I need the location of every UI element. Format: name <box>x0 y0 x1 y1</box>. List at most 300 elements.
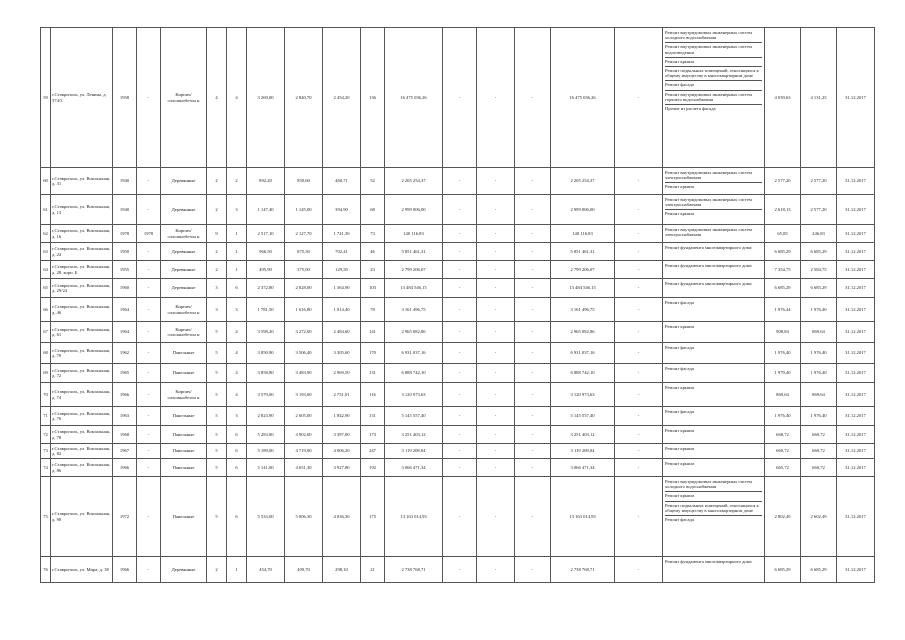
cost-other-cell: - <box>615 279 663 298</box>
completion-date-cell: 31.12.2017 <box>837 168 875 195</box>
work-item: Ремонт крыши <box>665 492 762 501</box>
max-cost-cell: 246,83 <box>801 225 837 243</box>
cost-municipal-cell: - <box>515 477 551 557</box>
table-row <box>41 477 875 557</box>
cost-federal-cell: - <box>443 426 477 444</box>
max-cost-cell: 4 131,25 <box>801 28 837 168</box>
reconstruction-year-cell: - <box>137 261 161 279</box>
completion-date-cell: 31.12.2017 <box>837 459 875 477</box>
row-number-cell: 75 <box>41 477 51 557</box>
cost-municipal-cell: - <box>515 459 551 477</box>
private-area-cell: 1 014,40 <box>323 298 361 322</box>
completion-date-cell: 31.12.2017 <box>837 407 875 426</box>
work-types-cell <box>663 298 765 322</box>
wall-material-cell: Кирпич/ сплошнобетон н <box>161 383 207 407</box>
cost-regional-cell: - <box>477 459 515 477</box>
floors-cell: 5 <box>207 364 227 383</box>
row-number-cell: 68 <box>41 343 51 364</box>
living-area-cell: 3 193,00 <box>285 383 323 407</box>
total-area-cell: 5 283,00 <box>247 426 285 444</box>
floors-cell: 9 <box>207 225 227 243</box>
row-number-cell: 71 <box>41 407 51 426</box>
completion-date-cell: 31.12.2017 <box>837 477 875 557</box>
entrances-cell: 1 <box>227 261 247 279</box>
address-cell: г.Ставрополь, ул. Вокзальная, д. 28, корп. Б <box>51 261 113 279</box>
cost-municipal-cell: - <box>515 279 551 298</box>
table-row <box>41 444 875 459</box>
reconstruction-year-cell: - <box>137 407 161 426</box>
max-cost-cell: 6 685,29 <box>801 557 837 583</box>
completion-date-cell: 31.12.2017 <box>837 426 875 444</box>
work-item: Ремонт крыши <box>665 211 694 217</box>
max-cost-cell: 869,64 <box>801 383 837 407</box>
table-row <box>41 407 875 426</box>
cost-other-cell: - <box>615 243 663 261</box>
row-number-cell: 61 <box>41 195 51 225</box>
living-area-cell: 4 719,00 <box>285 444 323 459</box>
cost-federal-cell: - <box>443 383 477 407</box>
cost-owners-cell: 5 145 557,40 <box>551 407 615 426</box>
completion-date-cell: 31.12.2017 <box>837 225 875 243</box>
floors-cell: 5 <box>207 426 227 444</box>
living-area-cell: 2 028,00 <box>285 279 323 298</box>
specific-cost-cell: 6 685,29 <box>765 557 801 583</box>
cost-municipal-cell: - <box>515 444 551 459</box>
cost-other-cell: - <box>615 322 663 343</box>
cost-regional-cell: - <box>477 407 515 426</box>
cost-other-cell: - <box>615 459 663 477</box>
work-types-cell <box>663 557 765 583</box>
total-cost-cell: 5 145 557,40 <box>385 407 443 426</box>
max-cost-cell: 869,64 <box>801 322 837 343</box>
wall-material-cell: Панельные <box>161 444 207 459</box>
floors-cell: 5 <box>207 322 227 343</box>
work-item: Ремонт внутридомовых инженерных систем холодного водоснабжения <box>665 29 762 43</box>
table-row <box>41 298 875 322</box>
wall-material-cell: Деревянные <box>161 261 207 279</box>
work-types-cell <box>663 243 765 261</box>
total-cost-cell: 2 738 768,71 <box>385 557 443 583</box>
cost-federal-cell: - <box>443 168 477 195</box>
table-row <box>41 195 875 225</box>
completion-date-cell: 31.12.2017 <box>837 298 875 322</box>
cost-federal-cell: - <box>443 364 477 383</box>
cost-federal-cell: - <box>443 343 477 364</box>
cost-other-cell: - <box>615 298 663 322</box>
row-number-cell: 60 <box>41 168 51 195</box>
work-types-cell <box>663 459 765 477</box>
table-row <box>41 343 875 364</box>
entrances-cell: 6 <box>227 477 247 557</box>
private-area-cell: 394,90 <box>323 195 361 225</box>
work-types-cell <box>663 279 765 298</box>
residents-cell: 136 <box>361 28 385 168</box>
cost-municipal-cell: - <box>515 407 551 426</box>
cost-owners-cell: 2 205 254,37 <box>551 168 615 195</box>
work-item: Ремонт фасада <box>665 300 694 305</box>
build-year-cell: 1966 <box>113 557 137 583</box>
cost-other-cell: - <box>615 557 663 583</box>
work-types-cell <box>663 426 765 444</box>
cost-regional-cell: - <box>477 225 515 243</box>
total-cost-cell: 13 163 014,93 <box>385 477 443 557</box>
private-area-cell: 3 397,00 <box>323 426 361 444</box>
cost-municipal-cell: - <box>515 364 551 383</box>
total-cost-cell: 16 475 036,26 <box>385 28 443 168</box>
row-number-cell: 72 <box>41 426 51 444</box>
build-year-cell: 1950 <box>113 243 137 261</box>
floors-cell: 5 <box>207 477 227 557</box>
row-number-cell: 67 <box>41 322 51 343</box>
living-area-cell: 4 651,30 <box>285 459 323 477</box>
work-item: Ремонт внутридомовых инженерных систем электроснабжения <box>665 227 752 238</box>
entrances-cell: 1 <box>227 243 247 261</box>
max-cost-cell: 6 685,29 <box>801 243 837 261</box>
cost-federal-cell: - <box>443 407 477 426</box>
private-area-cell: 1 364,90 <box>323 279 361 298</box>
floors-cell: 3 <box>207 298 227 322</box>
entrances-cell: 4 <box>227 322 247 343</box>
cost-regional-cell: - <box>477 364 515 383</box>
cost-municipal-cell: - <box>515 426 551 444</box>
cost-owners-cell: 3 120 973,63 <box>551 383 615 407</box>
specific-cost-cell: 869,64 <box>765 383 801 407</box>
cost-federal-cell: - <box>443 225 477 243</box>
table-row <box>41 459 875 477</box>
total-area-cell: 966,50 <box>247 243 285 261</box>
reconstruction-year-cell: - <box>137 557 161 583</box>
residents-cell: 173 <box>361 426 385 444</box>
work-item: Ремонт крыши <box>665 428 694 433</box>
living-area-cell: 875,30 <box>285 243 323 261</box>
reconstruction-year-cell: - <box>137 459 161 477</box>
work-item: Ремонт крыши <box>665 446 694 451</box>
floors-cell: 2 <box>207 195 227 225</box>
cost-federal-cell: - <box>443 444 477 459</box>
completion-date-cell: 31.12.2017 <box>837 322 875 343</box>
completion-date-cell: 31.12.2017 <box>837 28 875 168</box>
living-area-cell: 5 006,30 <box>285 477 323 557</box>
cost-municipal-cell: - <box>515 557 551 583</box>
total-area-cell: 454,70 <box>247 557 285 583</box>
completion-date-cell: 31.12.2017 <box>837 364 875 383</box>
cost-owners-cell: 140 116,83 <box>551 225 615 243</box>
table-row <box>41 168 875 195</box>
floors-cell: 2 <box>207 243 227 261</box>
address-cell: г.Ставрополь, ул. Вокзальная, д. 72 <box>51 364 113 383</box>
work-item: Ремонт фундамента многоквартирного дома <box>665 245 752 250</box>
specific-cost-cell: 1 976,40 <box>765 407 801 426</box>
cost-federal-cell: - <box>443 195 477 225</box>
build-year-cell: 1958 <box>113 28 137 168</box>
private-area-cell: 2 969,50 <box>323 364 361 383</box>
work-types-cell <box>663 195 765 225</box>
living-area-cell: 3 506,40 <box>285 343 323 364</box>
cost-other-cell: - <box>615 343 663 364</box>
completion-date-cell: 31.12.2017 <box>837 557 875 583</box>
total-cost-cell: 6 888 742,10 <box>385 364 443 383</box>
completion-date-cell: 31.12.2017 <box>837 243 875 261</box>
wall-material-cell: Панельные <box>161 426 207 444</box>
cost-owners-cell: 6 888 742,10 <box>551 364 615 383</box>
work-item: Ремонт крыши <box>665 184 694 190</box>
work-types-cell <box>663 322 765 343</box>
max-cost-cell: 660,72 <box>801 426 837 444</box>
wall-material-cell: Деревянные <box>161 279 207 298</box>
reconstruction-year-cell: - <box>137 195 161 225</box>
residents-cell: 52 <box>361 168 385 195</box>
reconstruction-year-cell: - <box>137 383 161 407</box>
cost-municipal-cell: - <box>515 28 551 168</box>
wall-material-cell: Деревянные <box>161 557 207 583</box>
completion-date-cell: 31.12.2017 <box>837 343 875 364</box>
row-number-cell: 62 <box>41 225 51 243</box>
address-cell: г.Ставрополь, ул. Ленина, д. 374/3 <box>51 28 113 168</box>
row-number-cell: 73 <box>41 444 51 459</box>
completion-date-cell: 31.12.2017 <box>837 261 875 279</box>
table-row <box>41 322 875 343</box>
max-cost-cell: 6 685,29 <box>801 279 837 298</box>
entrances-cell: 1 <box>227 557 247 583</box>
cost-regional-cell: - <box>477 195 515 225</box>
work-types-cell <box>663 444 765 459</box>
reconstruction-year-cell: - <box>137 279 161 298</box>
completion-date-cell: 31.12.2017 <box>837 195 875 225</box>
private-area-cell: 2 484,60 <box>323 322 361 343</box>
reconstruction-year-cell: - <box>137 168 161 195</box>
floors-cell: 2 <box>207 261 227 279</box>
entrances-cell: 3 <box>227 195 247 225</box>
reconstruction-year-cell: - <box>137 426 161 444</box>
build-year-cell: 1963 <box>113 407 137 426</box>
work-types-cell <box>663 168 765 195</box>
living-area-cell: 3 272,00 <box>285 322 323 343</box>
wall-material-cell: Кирпич/ сплошнобетон н <box>161 298 207 322</box>
residents-cell: 141 <box>361 322 385 343</box>
cost-other-cell: - <box>615 168 663 195</box>
row-number-cell: 63 <box>41 243 51 261</box>
wall-material-cell: Панельные <box>161 364 207 383</box>
work-types-cell <box>663 28 765 168</box>
cost-owners-cell: 13 163 014,93 <box>551 477 615 557</box>
specific-cost-cell: 4 039,63 <box>765 28 801 168</box>
living-area-cell: 1 616,80 <box>285 298 323 322</box>
reconstruction-year-cell: - <box>137 298 161 322</box>
living-area-cell: 409,70 <box>285 557 323 583</box>
residents-cell: 170 <box>361 343 385 364</box>
cost-regional-cell: - <box>477 279 515 298</box>
wall-material-cell: Панельные <box>161 343 207 364</box>
completion-date-cell: 31.12.2017 <box>837 383 875 407</box>
max-cost-cell: 2 577,20 <box>801 168 837 195</box>
work-item: Ремонт крыши <box>665 324 694 329</box>
total-area-cell: 495,90 <box>247 261 285 279</box>
cost-regional-cell: - <box>477 343 515 364</box>
living-area-cell: 375,00 <box>285 261 323 279</box>
total-area-cell: 5 533,00 <box>247 477 285 557</box>
table-row <box>41 261 875 279</box>
row-number-cell: 59 <box>41 28 51 168</box>
work-types-cell <box>663 225 765 243</box>
private-area-cell: 298,10 <box>323 557 361 583</box>
cost-regional-cell: - <box>477 261 515 279</box>
cost-owners-cell: 16 475 036,26 <box>551 28 615 168</box>
entrances-cell: 1 <box>227 225 247 243</box>
max-cost-cell: 2 577,20 <box>801 195 837 225</box>
cost-municipal-cell: - <box>515 168 551 195</box>
build-year-cell: 1966 <box>113 383 137 407</box>
work-item: Ремонт фундамента многоквартирного дома <box>665 559 752 564</box>
residents-cell: 116 <box>361 383 385 407</box>
work-item: Ремонт фундамента многоквартирного дома <box>665 263 752 268</box>
total-area-cell: 3 598,20 <box>247 322 285 343</box>
table-row <box>41 383 875 407</box>
reconstruction-year-cell: - <box>137 343 161 364</box>
cost-other-cell: - <box>615 444 663 459</box>
specific-cost-cell: 2 618,13 <box>765 195 801 225</box>
work-types-cell <box>663 383 765 407</box>
entrances-cell: 3 <box>227 407 247 426</box>
specific-cost-cell: 665,72 <box>765 459 801 477</box>
reconstruction-year-cell: - <box>137 444 161 459</box>
cost-federal-cell: - <box>443 322 477 343</box>
cost-owners-cell: 2 738 768,71 <box>551 557 615 583</box>
residents-cell: 175 <box>361 477 385 557</box>
work-item: Ремонт фундамента многоквартирного дома <box>665 281 752 286</box>
cost-other-cell: - <box>615 28 663 168</box>
living-area-cell: 2 840,70 <box>285 28 323 168</box>
total-area-cell: 3 269,00 <box>247 28 285 168</box>
max-cost-cell: 2 584,75 <box>801 261 837 279</box>
entrances-cell: 4 <box>227 364 247 383</box>
cost-federal-cell: - <box>443 459 477 477</box>
cost-municipal-cell: - <box>515 261 551 279</box>
cost-owners-cell: 3 251 403,12 <box>551 426 615 444</box>
address-cell: г.Ставрополь, ул. Вокзальная, д. 90 <box>51 477 113 557</box>
address-cell: г.Ставрополь, ул. Вокзальная, д. 24 <box>51 243 113 261</box>
work-item: Ремонт внутридомовых инженерных систем электроснабжения <box>665 169 762 183</box>
row-number-cell: 74 <box>41 459 51 477</box>
cost-municipal-cell: - <box>515 322 551 343</box>
cost-other-cell: - <box>615 195 663 225</box>
address-cell: г.Ставрополь, ул. Вокзальная, д. 29/24 <box>51 279 113 298</box>
work-types-cell <box>663 343 765 364</box>
total-cost-cell: 2 205 254,37 <box>385 168 443 195</box>
total-area-cell: 2 823,90 <box>247 407 285 426</box>
wall-material-cell: Деревянные <box>161 168 207 195</box>
floors-cell: 5 <box>207 383 227 407</box>
cost-regional-cell: - <box>477 298 515 322</box>
reconstruction-year-cell: - <box>137 243 161 261</box>
floors-cell: 3 <box>207 279 227 298</box>
work-item: Ремонт фасада <box>665 345 694 350</box>
total-cost-cell: 3 120 973,63 <box>385 383 443 407</box>
table-row <box>41 28 875 168</box>
specific-cost-cell: 6 685,29 <box>765 279 801 298</box>
address-cell: г.Ставрополь, ул. Вокзальная, д. 13 <box>51 195 113 225</box>
total-cost-cell: 2 965 082,86 <box>385 322 443 343</box>
cost-regional-cell: - <box>477 322 515 343</box>
residents-cell: 21 <box>361 557 385 583</box>
build-year-cell: 1962 <box>113 343 137 364</box>
address-cell: г.Ставрополь, ул. Вокзальная, д. 86 <box>51 459 113 477</box>
floors-cell: 2 <box>207 168 227 195</box>
wall-material-cell: Деревянные <box>161 195 207 225</box>
living-area-cell: 2 127,70 <box>285 225 323 243</box>
table-row <box>41 426 875 444</box>
entrances-cell: 4 <box>227 383 247 407</box>
floors-cell: 5 <box>207 407 227 426</box>
cost-owners-cell: 3 066 471,34 <box>551 459 615 477</box>
total-area-cell: 892,20 <box>247 168 285 195</box>
floors-cell: 5 <box>207 444 227 459</box>
address-cell: г.Ставрополь, ул. Вокзальная, д. 74 <box>51 383 113 407</box>
floors-cell: 5 <box>207 459 227 477</box>
cost-other-cell: - <box>615 407 663 426</box>
work-item: Ремонт крыши <box>665 461 694 466</box>
cost-federal-cell: - <box>443 557 477 583</box>
cost-other-cell: - <box>615 477 663 557</box>
cost-owners-cell: 3 161 496,75 <box>551 298 615 322</box>
total-area-cell: 1 781,50 <box>247 298 285 322</box>
residents-cell: 23 <box>361 261 385 279</box>
build-year-cell: 1940 <box>113 168 137 195</box>
work-item: Ремонт внутридомовых инженерных систем холодного водоснабжения <box>665 478 762 492</box>
private-area-cell: 2 751,01 <box>323 383 361 407</box>
build-year-cell: 1965 <box>113 364 137 383</box>
residents-cell: 78 <box>361 298 385 322</box>
cost-other-cell: - <box>615 383 663 407</box>
build-year-cell: 1960 <box>113 279 137 298</box>
reconstruction-year-cell: - <box>137 477 161 557</box>
cost-owners-cell: 3 119 208,04 <box>551 444 615 459</box>
row-number-cell: 70 <box>41 383 51 407</box>
specific-cost-cell: 1 979,40 <box>765 364 801 383</box>
specific-cost-cell: 2 577,20 <box>765 168 801 195</box>
table-row <box>41 557 875 583</box>
total-area-cell: 2 517,10 <box>247 225 285 243</box>
specific-cost-cell: 65,85 <box>765 225 801 243</box>
cost-federal-cell: - <box>443 298 477 322</box>
table-row <box>41 225 875 243</box>
total-cost-cell: 13 484 546,15 <box>385 279 443 298</box>
entrances-cell: 4 <box>227 343 247 364</box>
total-area-cell: 3 579,00 <box>247 383 285 407</box>
cost-owners-cell: 5 851 461,31 <box>551 243 615 261</box>
total-area-cell: 5 141,00 <box>247 459 285 477</box>
cost-federal-cell: - <box>443 279 477 298</box>
specific-cost-cell: 6 685,29 <box>765 243 801 261</box>
work-item: Ремонт фасада <box>665 517 694 523</box>
work-item: Ремонт внутридомовых инженерных систем электроснабжения <box>665 196 762 210</box>
residents-cell: 247 <box>361 444 385 459</box>
total-cost-cell: 2 799 206,07 <box>385 261 443 279</box>
work-item: Прочие из расчета фасада <box>665 106 716 112</box>
cost-regional-cell: - <box>477 444 515 459</box>
cost-municipal-cell: - <box>515 225 551 243</box>
build-year-cell: 1966 <box>113 459 137 477</box>
cost-regional-cell: - <box>477 426 515 444</box>
private-area-cell: 3 305,60 <box>323 343 361 364</box>
reconstruction-year-cell: - <box>137 364 161 383</box>
cost-owners-cell: 6 931 037,16 <box>551 343 615 364</box>
entrances-cell: 2 <box>227 168 247 195</box>
cost-municipal-cell: - <box>515 298 551 322</box>
cost-owners-cell: 2 799 206,07 <box>551 261 615 279</box>
private-area-cell: 702,41 <box>323 243 361 261</box>
specific-cost-cell: 908,84 <box>765 322 801 343</box>
total-cost-cell: 3 161 496,75 <box>385 298 443 322</box>
